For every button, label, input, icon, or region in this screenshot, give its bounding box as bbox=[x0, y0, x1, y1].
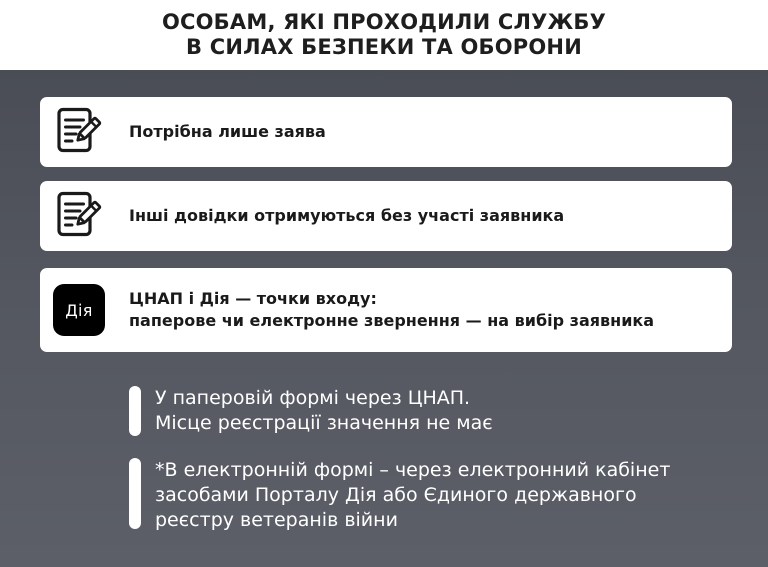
card-text-line-2: паперове чи електронне звернення — на вибір заявника bbox=[129, 311, 655, 330]
title-line-2: В СИЛАХ БЕЗПЕКИ ТА ОБОРОНИ bbox=[186, 35, 582, 59]
card-entry-points bbox=[40, 268, 732, 352]
note-text-line-2: засобами Порталу Дія або Єдиного державного bbox=[155, 484, 637, 506]
note-text-line-2: Місце реєстрації значення не має bbox=[155, 412, 493, 434]
card-text: Інші довідки отримуються без участі заявника bbox=[129, 206, 565, 225]
card-text-line-1: ЦНАП і Дія — точки входу: bbox=[129, 289, 377, 308]
document-pen-icon bbox=[54, 191, 104, 241]
diia-logo bbox=[53, 284, 105, 336]
title-line-1: ОСОБАМ, ЯКІ ПРОХОДИЛИ СЛУЖБУ bbox=[161, 10, 607, 34]
card-application-only bbox=[40, 97, 732, 167]
note-bar bbox=[129, 458, 141, 529]
note-bar bbox=[129, 386, 141, 436]
note-text-line-3: реєстру ветеранів війни bbox=[155, 509, 398, 531]
note-text-line-1: *В електронній формі – через електронний кабінет bbox=[155, 459, 671, 481]
diia-logo-text: Дія bbox=[65, 300, 93, 320]
note-text-line-1: У паперовій формі через ЦНАП. bbox=[155, 387, 471, 409]
content-panel bbox=[0, 70, 768, 567]
card-text: Потрібна лише заява bbox=[129, 122, 326, 141]
document-pen-icon bbox=[54, 107, 104, 157]
card-other-certificates bbox=[40, 181, 732, 251]
header bbox=[0, 0, 768, 70]
